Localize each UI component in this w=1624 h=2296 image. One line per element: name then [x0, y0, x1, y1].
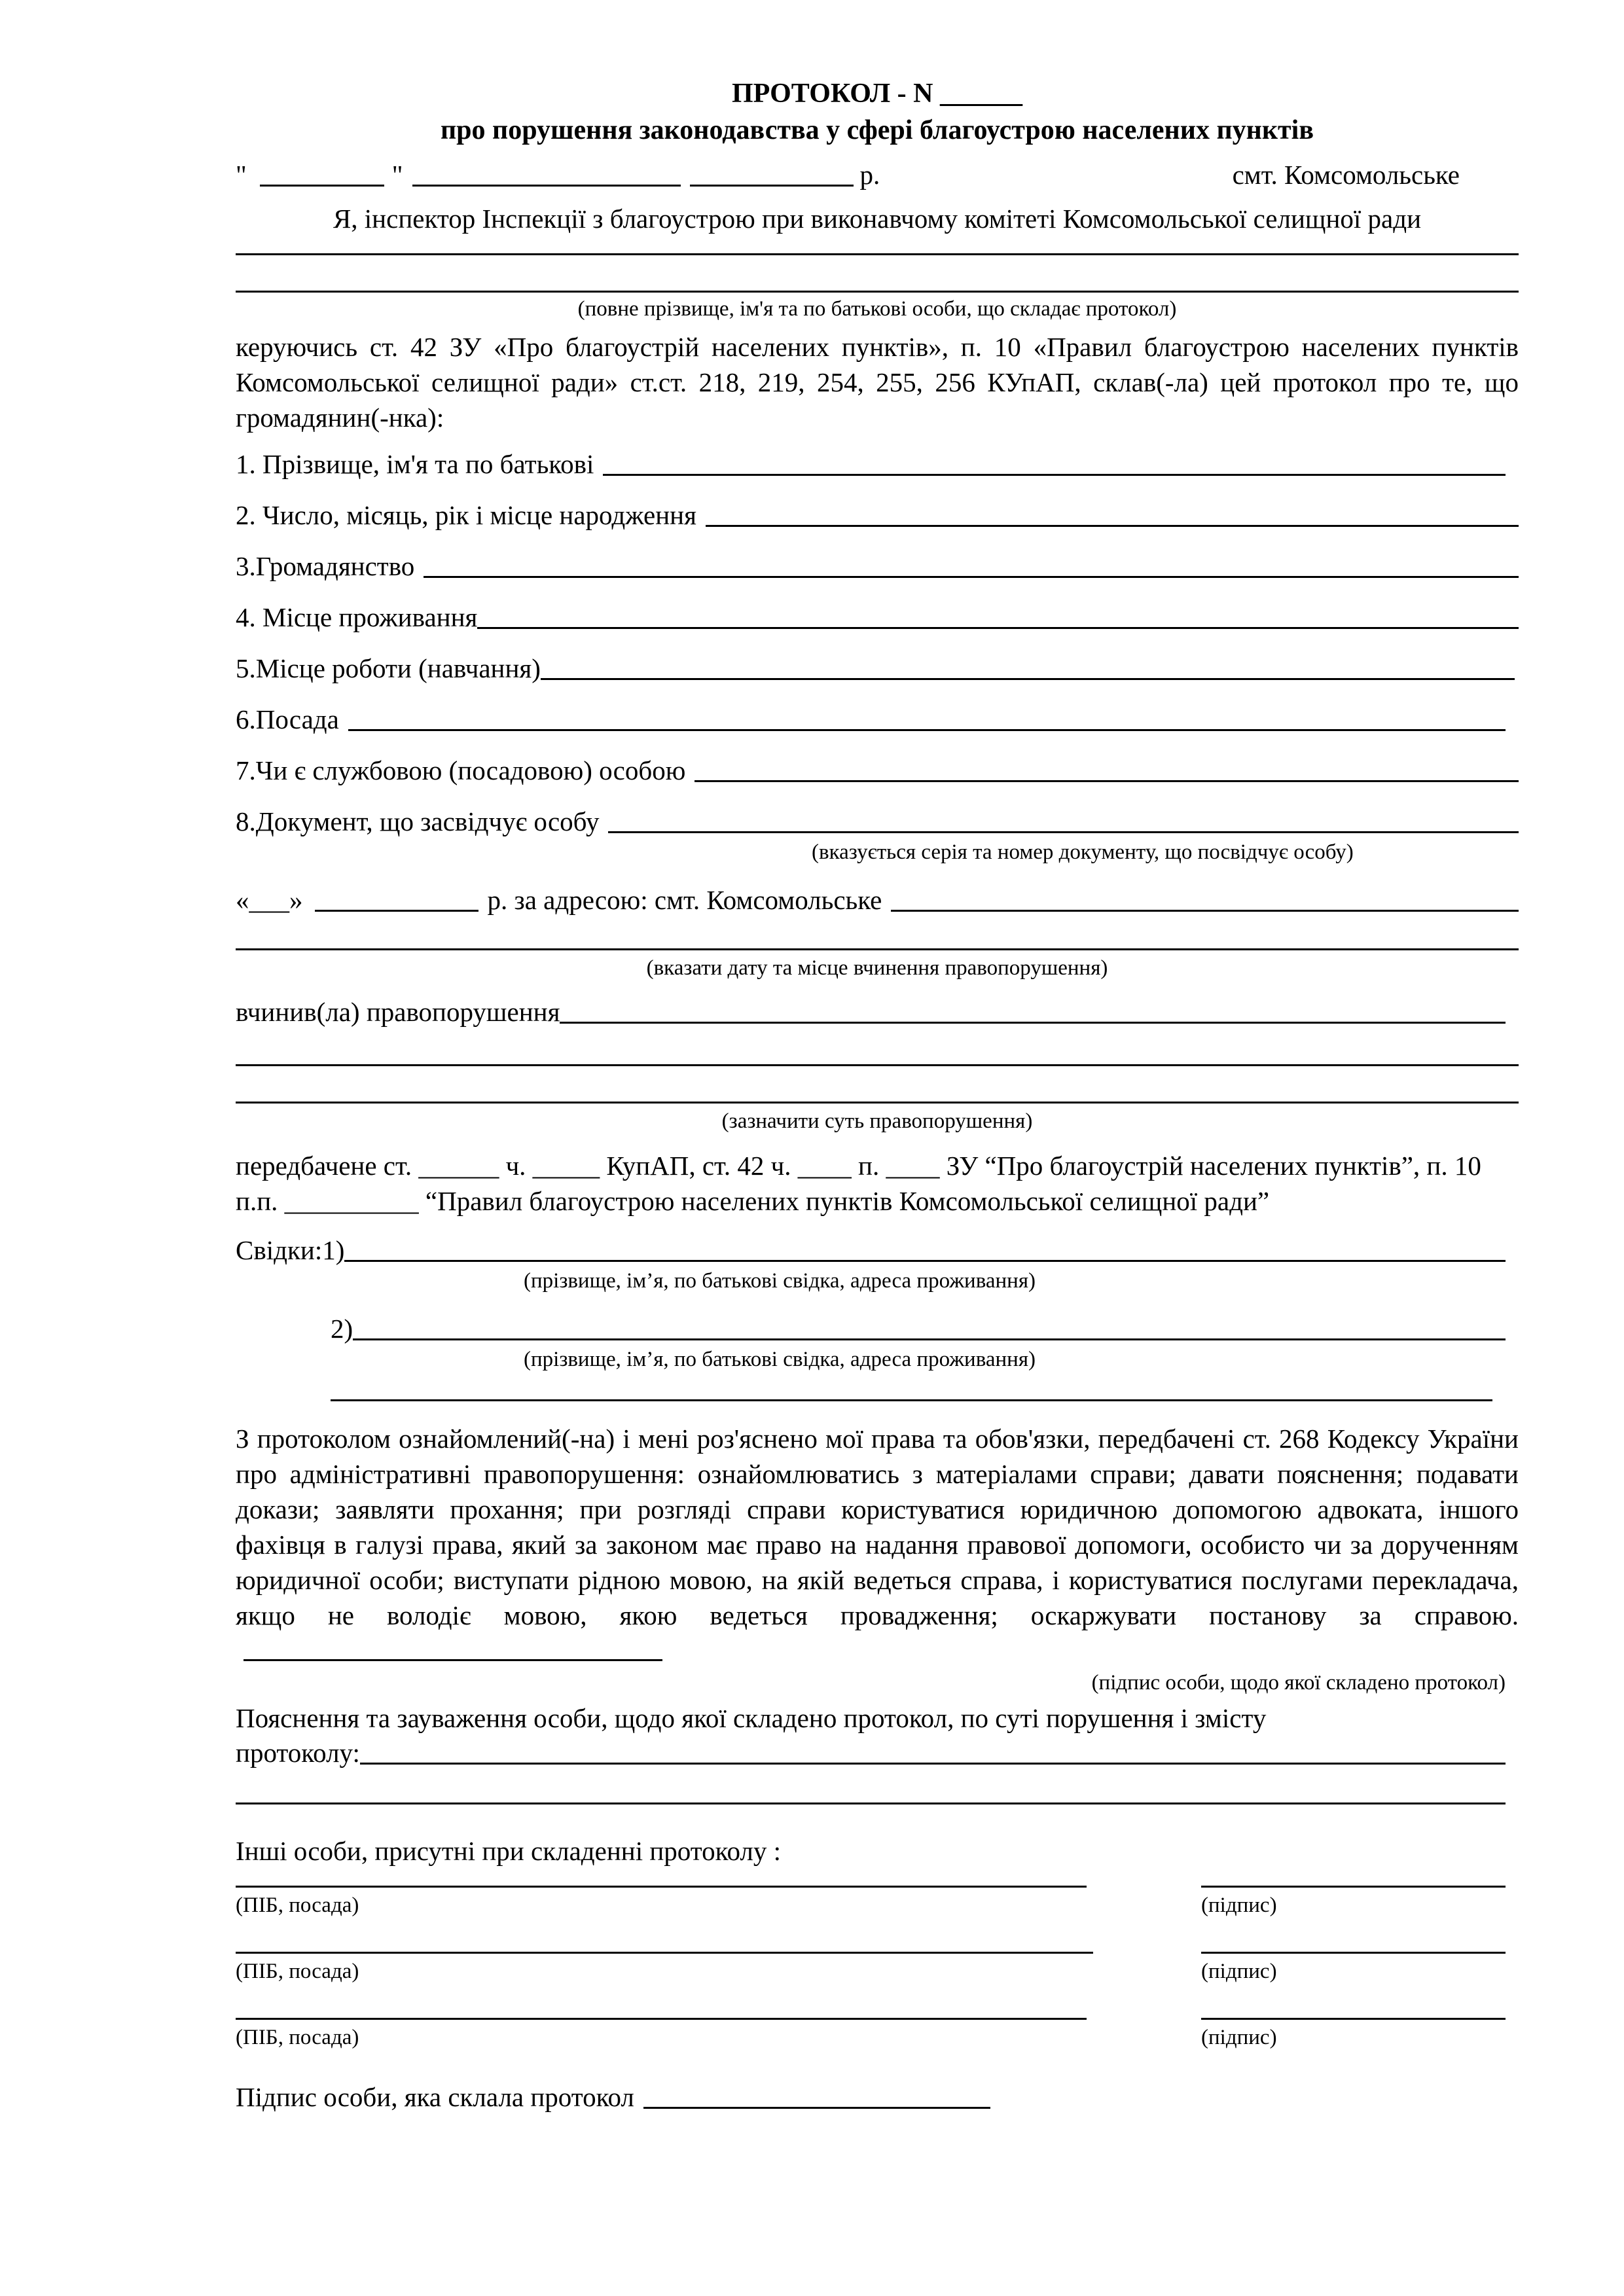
explanation-line-2[interactable]	[236, 1800, 1506, 1804]
other-1-name-line[interactable]	[236, 1883, 1087, 1888]
rights-paragraph: З протоколом ознайомлений(-на) і мені роз'яснено мої права та обов'язки, передбачені ст. 268 Кодексу України про адміністративні правопорушення: ознайомлюватись з матеріалами справи; давати пояснення; подавати докази; заявляти прохання; при розгляді справи користуватися юридичною допомогою адвоката, іншого фахівця в галузі права, який за законом має право на надання правової допомоги, особисто чи за дорученням юридичної особи; виступати рідною мовою, на якій ведеться справа, і користуватися послугами перекладача, якщо не володіє мовою, якою ведеться провадження; оскаржувати постанову за справою.	[236, 1421, 1519, 1669]
citizenship-input[interactable]	[424, 550, 1519, 578]
explanation-text: Пояснення та зауваження особи, щодо якої складено протокол, по суті порушення і змісту	[236, 1703, 1267, 1733]
field-position: 6.Посада	[236, 702, 1519, 736]
other-3-name-line[interactable]	[236, 2015, 1087, 2020]
witness-2-input[interactable]	[353, 1312, 1506, 1340]
field-birth: 2. Число, місяць, рік і місце народження	[236, 498, 1519, 532]
offense-row: вчинив(ла) правопорушення	[236, 995, 1519, 1029]
others-block	[236, 1883, 1519, 2051]
inspector-caption: (повне прізвище, ім'я та по батькові особи, що складає протокол)	[577, 297, 1177, 321]
witness-1-caption: (прізвище, ім’я, по батькові свідка, адреса проживання)	[524, 1269, 1036, 1293]
quote-open: "	[236, 160, 247, 190]
date-row	[236, 158, 1519, 192]
offense-caption: (зазначити суть правопорушення)	[721, 1109, 1033, 1133]
inspector-name-line-2[interactable]	[236, 288, 1519, 293]
address-label: р. за адресою: смт. Комсомольське	[487, 885, 882, 915]
day-field[interactable]	[260, 158, 384, 187]
field-citizenship: 3.Громадянство	[236, 549, 1519, 583]
protocol-form	[236, 75, 1519, 2114]
other-person-3: (ПІБ, посада) (підпис)	[236, 2015, 1519, 2051]
other-person-2: (ПІБ, посада) (підпис)	[236, 1949, 1519, 1985]
field-document: 8.Документ, що засвідчує особу	[236, 804, 1519, 838]
final-signature-input[interactable]	[643, 2081, 990, 2109]
other-2-sign-line[interactable]	[1201, 1949, 1506, 1954]
witness-2-row: 2)	[236, 1312, 1519, 1346]
place-label: смт. Комсомольське	[1232, 160, 1460, 190]
birth-date-input[interactable]	[706, 499, 869, 527]
final-signature-row: Підпис особи, яка склала протокол	[236, 2080, 1519, 2114]
field-residence: 4. Місце проживання	[236, 600, 1519, 634]
document-caption: (вказується серія та номер документу, що посвідчує особу)	[812, 840, 1354, 864]
address-month-input[interactable]	[315, 884, 478, 912]
document-series-input[interactable]	[608, 805, 696, 833]
address-line-2[interactable]	[236, 946, 1519, 950]
official-input[interactable]	[695, 754, 1519, 782]
address-day: «___»	[236, 885, 303, 915]
field-official: 7.Чи є службовою (посадовою) особою	[236, 753, 1519, 787]
rights-signature-input[interactable]	[244, 1633, 662, 1661]
form-title: ПРОТОКОЛ - N ______	[732, 79, 1022, 109]
form-subtitle: про порушення законодавства у сфері благоустрою населених пунктів	[440, 115, 1314, 145]
rights-caption: (підпис особи, щодо якої складено протокол)	[1091, 1671, 1506, 1695]
month-field[interactable]	[412, 158, 681, 187]
address-row	[236, 883, 1519, 917]
position-input-2[interactable]	[1026, 703, 1506, 731]
residence-input[interactable]	[477, 601, 1519, 629]
year-suffix: р.	[859, 160, 880, 190]
document-number-input[interactable]	[696, 805, 1519, 833]
witness-extra-line[interactable]	[331, 1397, 1492, 1401]
personal-fields	[236, 447, 1519, 866]
witness-1-row: Свідки:1)	[236, 1233, 1519, 1267]
explanation-row: протоколу:	[236, 1736, 1519, 1770]
year-field[interactable]	[690, 158, 854, 187]
witness-2-caption: (прізвище, ім’я, по батькові свідка, адреса проживання)	[524, 1348, 1036, 1371]
inspector-line: Я, інспектор Інспекції з благоустрою при виконавчому комітеті Комсомольської селищної ради	[333, 204, 1422, 234]
other-3-sign-line[interactable]	[1201, 2015, 1506, 2020]
offense-input[interactable]	[560, 996, 1506, 1024]
field-full-name: 1. Прізвище, ім'я та по батькові	[236, 447, 1519, 481]
field-workplace: 5.Місце роботи (навчання)	[236, 651, 1519, 685]
other-1-sign-line[interactable]	[1201, 1883, 1506, 1888]
other-2-name-line[interactable]	[236, 1949, 1093, 1954]
inspector-name-line-1[interactable]	[236, 251, 1519, 255]
offense-line-2[interactable]	[236, 1062, 1519, 1066]
provided-paragraph: передбачене ст. ______ ч. _____ КупАП, ст. 42 ч. ____ п. ____ ЗУ “Про благоустрій населених пунктів”, п. 10 п.п. __________ “Правил благоустрою населених пунктів Комсомольської селищної ради”	[236, 1151, 1481, 1216]
others-label: Інші особи, присутні при складенні протоколу :	[236, 1836, 782, 1866]
workplace-input[interactable]	[541, 652, 1515, 680]
quote-close: "	[391, 160, 403, 190]
birth-place-input[interactable]	[869, 499, 1519, 527]
address-caption: (вказати дату та місце вчинення правопорушення)	[646, 956, 1108, 980]
full-name-input[interactable]	[603, 448, 1506, 476]
offense-line-3[interactable]	[236, 1099, 1519, 1103]
position-input-1[interactable]	[348, 703, 1026, 731]
witness-1-input[interactable]	[344, 1234, 1506, 1262]
intro-paragraph: керуючись ст. 42 ЗУ «Про благоустрій населених пунктів», п. 10 «Правил благоустрою населених пунктів Комсомольської селищної ради» ст.ст. 218, 219, 254, 255, 256 КУпАП, склав(-ла) цей протокол про те, що громадянин(-нка):	[236, 332, 1519, 433]
address-input[interactable]	[891, 884, 1519, 912]
explanation-input[interactable]	[360, 1736, 1506, 1765]
other-person-1: (ПІБ, посада) (підпис)	[236, 1883, 1519, 1919]
